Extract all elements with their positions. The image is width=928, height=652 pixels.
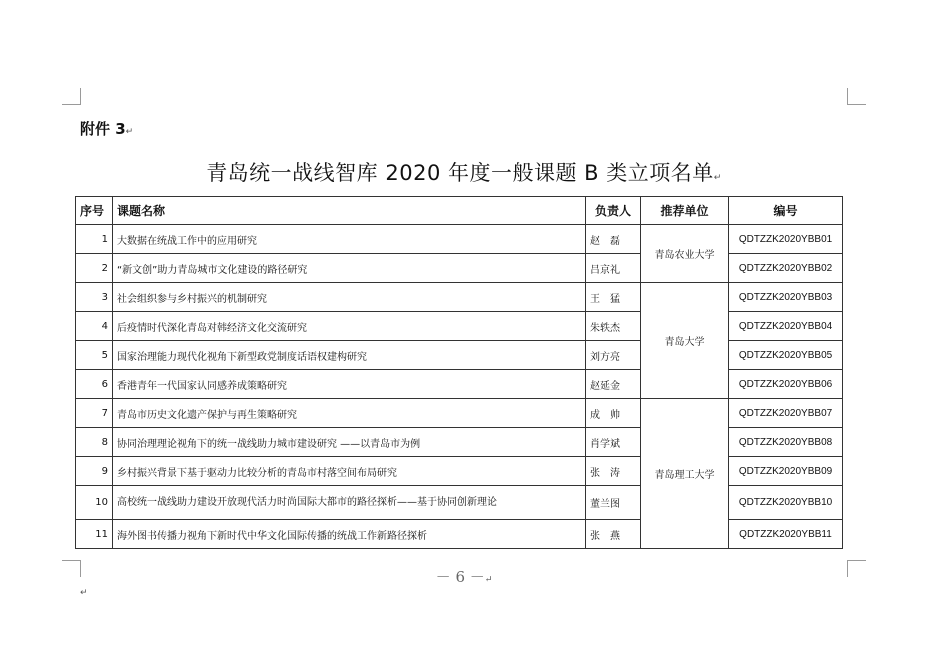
table-row xyxy=(76,283,843,312)
row-topic: 青岛市历史文化遗产保护与再生策略研究 xyxy=(113,399,586,428)
row-no: 1 xyxy=(76,225,113,254)
row-person: 赵 磊 xyxy=(586,225,641,254)
document-title: 青岛统一战线智库 2020 年度一般课题 B 类立项名单↵ xyxy=(206,161,722,185)
page-number: － 6 －↵ xyxy=(435,568,493,586)
row-person: 刘方亮 xyxy=(586,341,641,370)
header-unit: 推荐单位 xyxy=(641,197,729,225)
row-no: 11 xyxy=(76,520,113,549)
row-no: 6 xyxy=(76,370,113,399)
row-code: QDTZZK2020YBB06 xyxy=(729,370,843,399)
row-person: 张 涛 xyxy=(586,457,641,486)
paragraph-mark-icon: ↵ xyxy=(484,575,493,585)
header-no: 序号 xyxy=(76,197,113,225)
table-row xyxy=(76,399,843,428)
row-topic: “新文创”助力青岛城市文化建设的路径研究 xyxy=(113,254,586,283)
row-person: 成 帅 xyxy=(586,399,641,428)
header-person: 负责人 xyxy=(586,197,641,225)
row-person: 朱轶杰 xyxy=(586,312,641,341)
row-topic: 大数据在统战工作中的应用研究 xyxy=(113,225,586,254)
table-header-row xyxy=(76,197,843,225)
paragraph-mark-icon: ↵ xyxy=(713,173,722,183)
project-list-table xyxy=(75,196,843,549)
row-person: 董兰图 xyxy=(586,486,641,520)
header-code: 编号 xyxy=(729,197,843,225)
row-unit: 青岛农业大学 xyxy=(641,225,729,283)
row-code: QDTZZK2020YBB09 xyxy=(729,457,843,486)
table-row xyxy=(76,225,843,254)
row-topic: 协同治理理论视角下的统一战线助力城市建设研究 ——以青岛市为例 xyxy=(113,428,586,457)
row-unit: 青岛理工大学 xyxy=(641,399,729,549)
row-topic: 国家治理能力现代化视角下新型政党制度话语权建构研究 xyxy=(113,341,586,370)
row-no: 9 xyxy=(76,457,113,486)
row-topic: 香港青年一代国家认同感养成策略研究 xyxy=(113,370,586,399)
row-no: 5 xyxy=(76,341,113,370)
row-code: QDTZZK2020YBB03 xyxy=(729,283,843,312)
paragraph-mark-icon: ↵ xyxy=(125,127,134,137)
row-person: 吕京礼 xyxy=(586,254,641,283)
row-code: QDTZZK2020YBB07 xyxy=(729,399,843,428)
row-topic: 乡村振兴背景下基于驱动力比较分析的青岛市村落空间布局研究 xyxy=(113,457,586,486)
attachment-label: 附件 3↵ xyxy=(80,120,134,138)
row-no: 8 xyxy=(76,428,113,457)
row-no: 4 xyxy=(76,312,113,341)
row-person: 肖学斌 xyxy=(586,428,641,457)
row-unit: 青岛大学 xyxy=(641,283,729,399)
crop-mark-top-left xyxy=(62,88,81,105)
header-topic: 课题名称 xyxy=(113,197,586,225)
row-no: 7 xyxy=(76,399,113,428)
row-person: 王 猛 xyxy=(586,283,641,312)
row-code: QDTZZK2020YBB01 xyxy=(729,225,843,254)
paragraph-mark-icon: ↵ xyxy=(80,588,88,598)
row-code: QDTZZK2020YBB05 xyxy=(729,341,843,370)
row-person: 张 燕 xyxy=(586,520,641,549)
row-topic: 海外图书传播力视角下新时代中华文化国际传播的统战工作新路径探析 xyxy=(113,520,586,549)
row-topic: 社会组织参与乡村振兴的机制研究 xyxy=(113,283,586,312)
row-topic: 高校统一战线助力建设开放现代活力时尚国际大都市的路径探析——基于协同创新理论 xyxy=(113,486,586,520)
row-person: 赵延金 xyxy=(586,370,641,399)
row-code: QDTZZK2020YBB11 xyxy=(729,520,843,549)
row-no: 2 xyxy=(76,254,113,283)
row-code: QDTZZK2020YBB08 xyxy=(729,428,843,457)
row-code: QDTZZK2020YBB02 xyxy=(729,254,843,283)
row-no: 3 xyxy=(76,283,113,312)
row-no: 10 xyxy=(76,486,113,520)
crop-mark-top-right xyxy=(847,88,866,105)
row-code: QDTZZK2020YBB10 xyxy=(729,486,843,520)
row-topic: 后疫情时代深化青岛对韩经济文化交流研究 xyxy=(113,312,586,341)
row-code: QDTZZK2020YBB04 xyxy=(729,312,843,341)
